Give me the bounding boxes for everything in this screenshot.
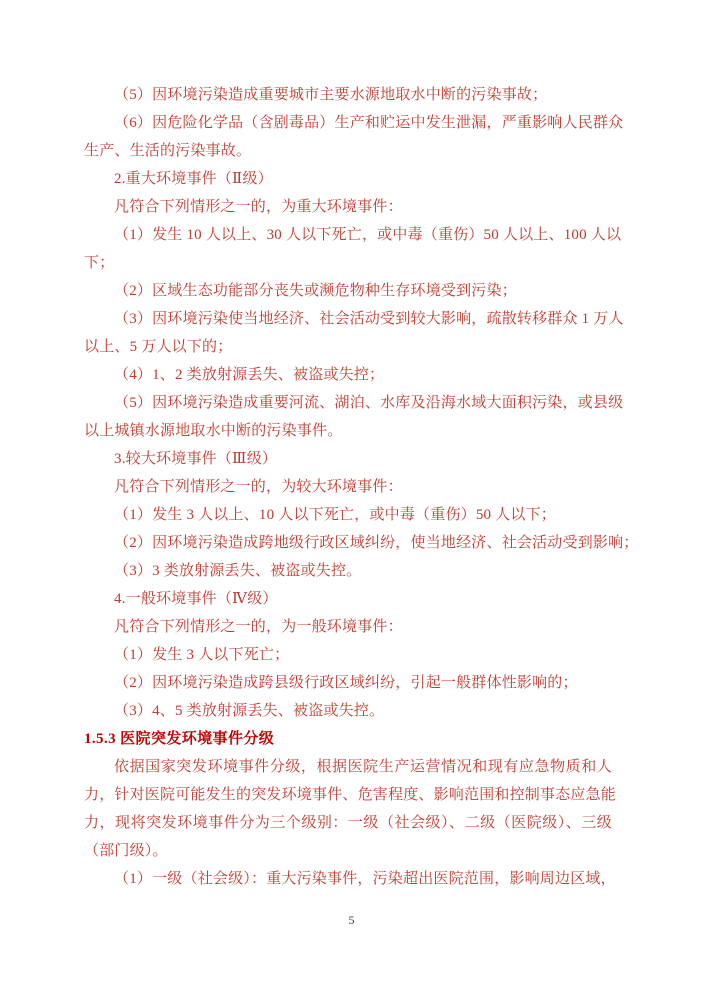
paragraph-line: 以上城镇水源地取水中断的污染事件。 [84,423,343,439]
paragraph-line: 下； [84,255,115,271]
paragraph-line: （2）因环境污染造成跨地级行政区域纠纷，使当地经济、社会活动受到影响； [114,535,639,551]
paragraph-line: 生产、生活的污染事故。 [84,143,252,159]
paragraph-line: （1）一级（社会级）：重大污染事件，污染超出医院范围，影响周边区域， [114,871,616,887]
paragraph-line: 以上、5 万人以下的； [84,339,233,355]
paragraph-line: （2）因环境污染造成跨县级行政区域纠纷，引起一般群体性影响的； [114,675,578,691]
document-body-text [84,81,639,893]
paragraph-line: 依据国家突发环境事件分级，根据医院生产运营情况和现有应急物质和人 [114,759,612,775]
paragraph-line: （2）区域生态功能部分丧失或濒危物种生存环境受到污染； [114,283,517,299]
list-item-heading: 2.重大环境事件（Ⅱ级） [114,171,273,187]
paragraph-line: （3）3 类放射源丢失、被盗或失控。 [114,563,362,579]
paragraph-line: 凡符合下列情形之一的，为较大环境事件： [114,479,403,495]
section-heading: 1.5.3 医院突发环境事件分级 [84,731,275,747]
paragraph-line: （1）发生 10 人以上、30 人以下死亡，或中毒（重伤）50 人以上、100 人以 [114,227,622,243]
paragraph-line: （1）发生 3 人以上、10 人以下死亡，或中毒（重伤）50 人以下； [114,507,557,523]
paragraph-line: （5）因环境污染造成重要河流、湖泊、水库及沿海水域大面积污染，或县级 [114,395,624,411]
page-number: 5 [348,913,355,927]
paragraph-line: 力，现将突发环境事件分为三个级别：一级（社会级）、二级（医院级）、三级 [84,815,612,831]
paragraph-line: （4）1、2 类放射源丢失、被盗或失控； [114,367,385,383]
paragraph-line: 凡符合下列情形之一的，为一般环境事件： [114,619,403,635]
paragraph-line: 凡符合下列情形之一的，为重大环境事件： [114,199,403,215]
paragraph-line: （1）发生 3 人以下死亡； [114,647,290,663]
list-item-heading: 4.一般环境事件（Ⅳ级） [114,591,278,607]
paragraph-line: 力，针对医院可能发生的突发环境事件、危害程度、影响范围和控制事态应急能 [84,787,617,803]
paragraph-line: （6）因危险化学品（含剧毒品）生产和贮运中发生泄漏，严重影响人民群众 [114,115,624,131]
paragraph-line: （5）因环境污染造成重要城市主要水源地取水中断的污染事故； [114,87,548,103]
paragraph-line: （部门级）。 [84,843,168,859]
paragraph-line: （3）因环境污染使当地经济、社会活动受到较大影响，疏散转移群众 1 万人 [114,311,624,327]
paragraph-line: （3）4、5 类放射源丢失、被盗或失控。 [114,703,385,719]
list-item-heading: 3.较大环境事件（Ⅲ级） [114,451,278,467]
